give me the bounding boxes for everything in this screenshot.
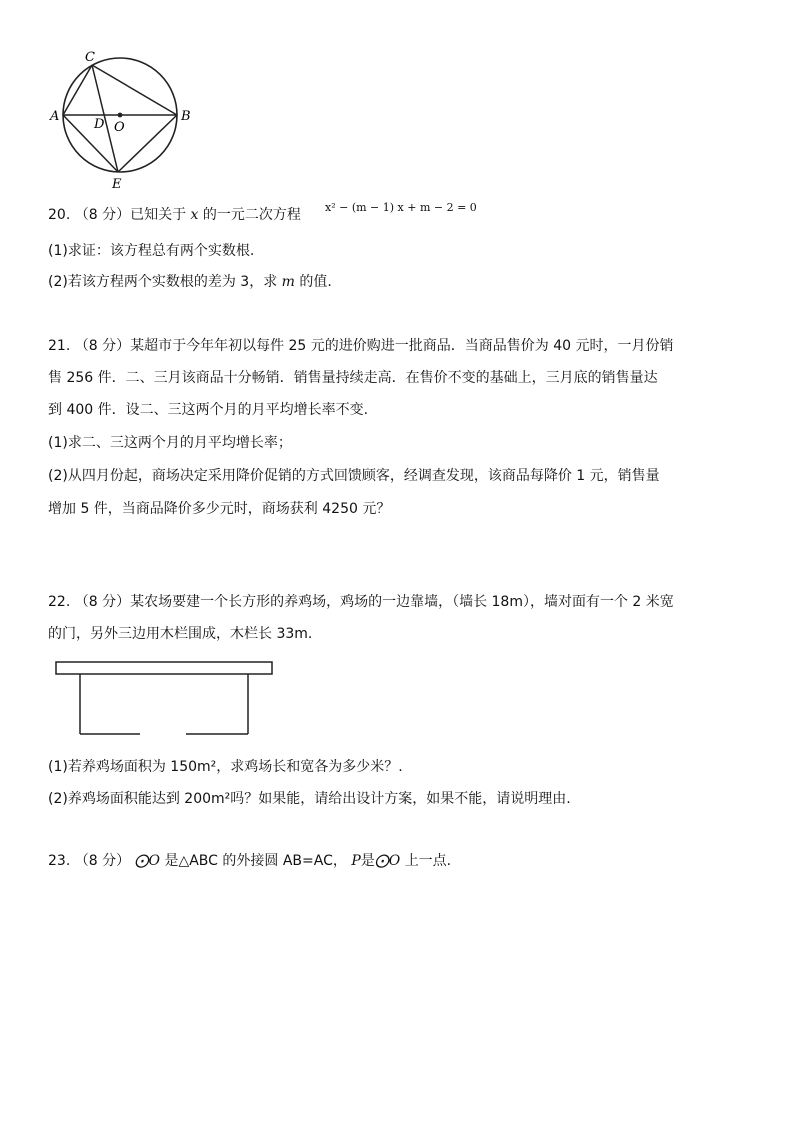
- chicken-farm-diagram: [52, 658, 282, 743]
- label-e: E: [112, 177, 122, 192]
- q20-part2: [48, 272, 332, 292]
- q22-part2: (2)养鸡场面积能达到 200m²吗？如果能，请给出设计方案，如果不能，请说明理由.: [48, 791, 571, 807]
- q21-line1: 21. （8 分）某超市于今年年初以每件 25 元的进价购进一批商品．当商品售价为 40 元时，一月份销: [48, 338, 674, 354]
- q23-text-c: 上一点.: [404, 853, 452, 869]
- label-c: C: [85, 50, 95, 65]
- center-point: [118, 113, 123, 118]
- q21-line3: 到 400 件．设二、三这两个月的月平均增长率不变.: [48, 402, 369, 418]
- segment-cb: [92, 65, 177, 115]
- segment-ac: [63, 65, 92, 115]
- q23-circle-o: ⨀O: [134, 853, 161, 869]
- q20-points: （8 分）: [74, 207, 131, 223]
- label-a: A: [50, 109, 60, 124]
- q22-part1: (1)若养鸡场面积为 150m²，求鸡场长和宽各为多少米？.: [48, 759, 403, 775]
- wall: [56, 662, 272, 674]
- label-d: D: [94, 117, 105, 132]
- q23-stem: [48, 851, 451, 871]
- q20-part1: (1)求证：该方程总有两个实数根.: [48, 243, 255, 259]
- q20-stem-b: 的一元二次方程: [202, 207, 301, 223]
- circle-figure: [40, 42, 210, 192]
- q23-var-p: P: [351, 853, 361, 869]
- q20-stem-a: 已知关于: [130, 207, 187, 223]
- q23-text-b: 是: [360, 853, 375, 869]
- q21-line2: 售 256 件．二、三月该商品十分畅销．销售量持续走高．在售价不变的基础上，三月底的销售量达: [48, 370, 658, 386]
- q22-line2: 的门，另外三边用木栏围成，木栏长 33m.: [48, 626, 313, 642]
- q20-equation: x² − (m − 1) x + m − 2 = 0: [325, 201, 477, 214]
- segment-be: [118, 115, 177, 172]
- q21-part2-line1: (2)从四月份起，商场决定采用降价促销的方式回馈顾客，经调查发现，该商品每降价 1 元，销售量: [48, 468, 660, 484]
- q22-line1: 22. （8 分）某农场要建一个长方形的养鸡场，鸡场的一边靠墙，（墙长 18m），墙对面有一个 2 米宽: [48, 594, 674, 610]
- q20-part2-var: m: [281, 274, 295, 290]
- q21-part2-line2: 增加 5 件，当商品降价多少元时，商场获利 4250 元？: [48, 501, 391, 517]
- q20-part2-a: (2)若该方程两个实数根的差为 3，求: [48, 274, 278, 290]
- q23-text-a: 是△ABC 的外接圆 AB=AC，: [164, 853, 347, 869]
- label-b: B: [181, 109, 191, 124]
- q20-stem: [48, 205, 301, 225]
- q20-number: 20.: [48, 207, 71, 223]
- q23-circle-o2: ⨀O: [374, 853, 401, 869]
- q23-points: （8 分）: [74, 853, 131, 869]
- q20-part2-b: 的值.: [299, 274, 332, 290]
- q23-number: 23.: [48, 853, 71, 869]
- q21-part1: (1)求二、三这两个月的月平均增长率；: [48, 435, 292, 451]
- q20-var-x: x: [190, 207, 199, 223]
- label-o: O: [114, 120, 125, 135]
